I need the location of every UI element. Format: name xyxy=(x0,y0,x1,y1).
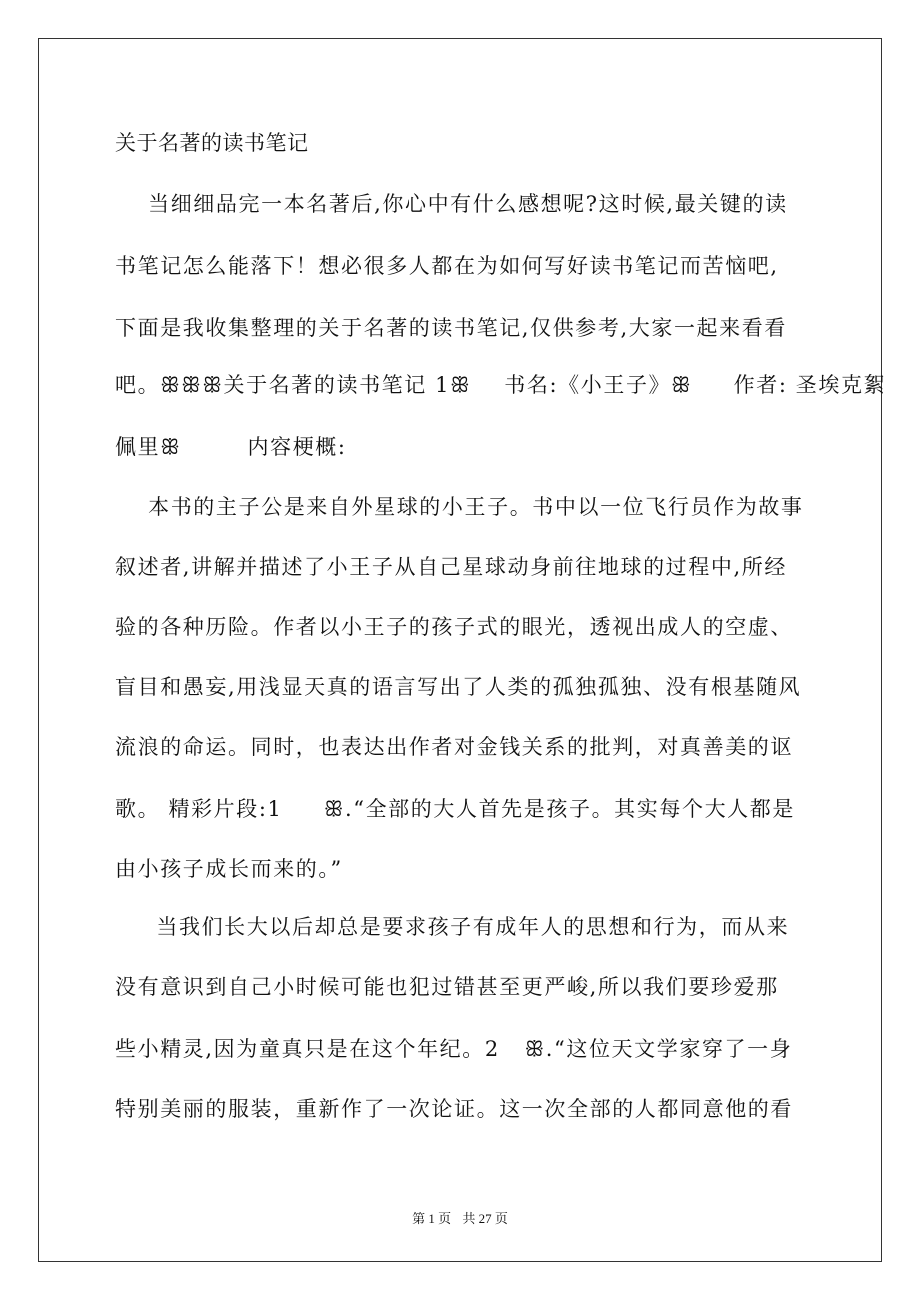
page-border xyxy=(38,38,882,1262)
body-line: 当我们长大以后却总是要求孩子有成年人的思想和行为，而从来 xyxy=(115,915,790,939)
page-total: 共 27 页 xyxy=(462,1211,508,1226)
body-line: 下面是我收集整理的关于名著的读书笔记,仅供参考,大家一起来看看 xyxy=(115,316,787,340)
body-line: 吧。ꕥꕥꕥ关于名著的读书笔记 1ꕥ 书名:《小王子》ꕥ 作者: 圣埃克絮 xyxy=(115,373,887,397)
body-line: 书笔记怎么能落下！想必很多人都在为如何写好读书笔记而苦恼吧, xyxy=(115,254,779,278)
body-line: 叙述者,讲解并描述了小王子从自己星球动身前往地球的过程中,所经 xyxy=(115,555,787,579)
body-line: 流浪的命运。同时，也表达出作者对金钱关系的批判，对真善美的讴 xyxy=(115,735,793,759)
page-footer xyxy=(0,1208,920,1227)
body-line: 歌。 精彩片段:1 ꕥ.“全部的大人首先是孩子。其实每个大人都是 xyxy=(115,797,795,821)
body-line: 由小孩子成长而来的。” xyxy=(115,857,343,881)
body-line: 没有意识到自己小时候可能也犯过错甚至更严峻,所以我们要珍爱那 xyxy=(115,975,779,999)
body-line: 盲目和愚妄,用浅显天真的语言写出了人类的孤独孤独、没有根基随风 xyxy=(115,675,802,699)
document-title: 关于名著的读书笔记 xyxy=(115,131,309,155)
body-line: 些小精灵,因为童真只是在这个年纪。2 ꕥ.“这位天文学家穿了一身 xyxy=(115,1037,793,1061)
page-number: 第 1 页 xyxy=(412,1211,452,1226)
body-line: 当细细品完一本名著后,你心中有什么感想呢?这时候,最关键的读 xyxy=(115,192,788,216)
body-line: 佩里ꕥ 内容梗概: xyxy=(115,435,347,459)
body-line: 验的各种历险。作者以小王子的孩子式的眼光，透视出成人的空虚、 xyxy=(115,615,793,639)
body-line: 本书的主子公是来自外星球的小王子。书中以一位飞行员作为故事 xyxy=(115,495,804,519)
body-line: 特别美丽的服装，重新作了一次论证。这一次全部的人都同意他的看 xyxy=(115,1097,793,1121)
